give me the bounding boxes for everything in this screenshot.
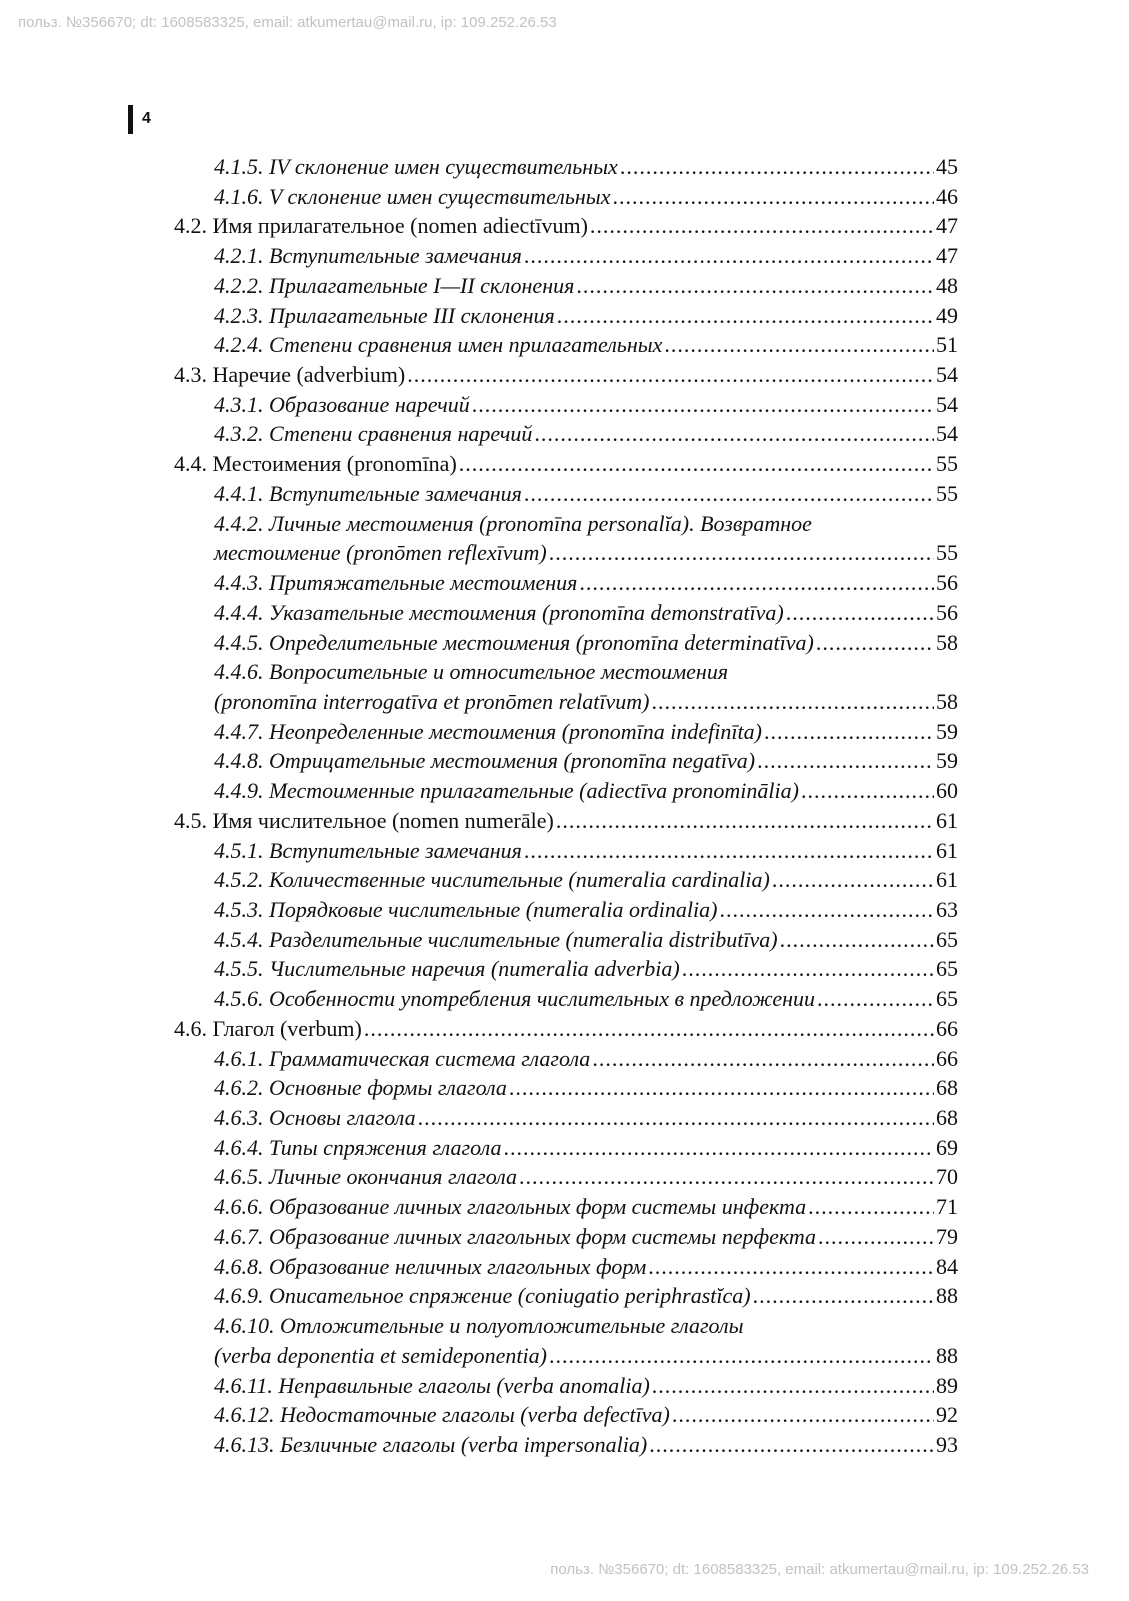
toc-dot-leader (801, 776, 934, 806)
toc-entry-title: 4.5.1. Вступительные замечания (214, 837, 522, 863)
toc-entry (214, 1192, 968, 1222)
toc-dot-leader (576, 271, 934, 301)
toc-dot-leader (549, 1341, 934, 1371)
toc-entry-page: 89 (936, 1372, 958, 1398)
toc-dot-leader (682, 954, 934, 984)
toc-dot-leader (364, 1014, 934, 1044)
toc-entry-title: 4.2.1. Вступительные замечания (214, 243, 522, 269)
toc-entry-page: 49 (936, 302, 958, 328)
toc-entry (214, 1103, 968, 1133)
toc-entry (214, 1281, 968, 1311)
toc-entry (174, 806, 968, 836)
toc-entry-page: 54 (936, 421, 958, 447)
toc-entry-title: 4.6.9. Описательное спряжение (coniugatio periphrastĭca) (214, 1283, 751, 1309)
toc-entry-page: 55 (936, 451, 958, 477)
toc-entry-title: 4.1.6. V склонение имен существительных (214, 183, 611, 209)
toc-entry (214, 776, 968, 806)
toc-entry (214, 538, 968, 568)
toc-entry-title: 4.4.7. Неопределенные местоимения (pronomīna indefinīta) (214, 718, 762, 744)
toc-entry (214, 598, 968, 628)
toc-entry (174, 360, 968, 390)
toc-entry-title: 4.6.12. Недостаточные глаголы (verba defectīva) (214, 1402, 670, 1428)
toc-entry-title: (verba deponentia et semideponentia) (214, 1342, 547, 1368)
toc-entry-title: 4.4. Местоимения (pronomīna) (174, 451, 457, 477)
toc-entry-page: 61 (936, 807, 958, 833)
toc-dot-leader (418, 1103, 934, 1133)
toc-entry-title: 4.2.2. Прилагательные I—II склонения (214, 272, 575, 298)
toc-entry-page: 61 (936, 837, 958, 863)
toc-entry-page: 58 (936, 688, 958, 714)
toc-entry-title: 4.2. Имя прилагательное (nomen adiectīvum) (174, 213, 588, 239)
toc-dot-leader (652, 1371, 934, 1401)
toc-entry (214, 152, 968, 182)
toc-entry-page: 66 (936, 1015, 958, 1041)
toc-entry (214, 925, 968, 955)
toc-entry-title: 4.3. Наречие (adverbium) (174, 362, 406, 388)
toc-entry-page: 46 (936, 183, 958, 209)
toc-entry-title: 4.6.11. Неправильные глаголы (verba anomalia) (214, 1372, 650, 1398)
toc-entry (214, 390, 968, 420)
toc-entry-page: 84 (936, 1253, 958, 1279)
toc-entry-page: 68 (936, 1105, 958, 1131)
toc-dot-leader (407, 360, 934, 390)
toc-entry (214, 687, 968, 717)
toc-entry (214, 836, 968, 866)
toc-entry-title: 4.1.5. IV склонение имен существительных (214, 154, 618, 179)
page-header (128, 104, 151, 134)
toc-entry (214, 1073, 968, 1103)
toc-entry-page: 54 (936, 362, 958, 388)
toc-entry-title: 4.4.9. Местоименные прилагательные (adiectīva pronominālia) (214, 778, 799, 804)
toc-entry-page: 66 (936, 1045, 958, 1071)
toc-entry-page: 65 (936, 986, 958, 1012)
toc-entry-title: 4.5. Имя числительное (nomen numerāle) (174, 807, 554, 833)
toc-entry (214, 954, 968, 984)
toc-dot-leader (549, 538, 934, 568)
toc-dot-leader (524, 241, 934, 271)
toc-entry-title: местоимение (pronōmen reflexīvum) (214, 540, 547, 566)
toc-entry-title: 4.6.2. Основные формы глагола (214, 1075, 507, 1101)
watermark-top: польз. №356670; dt: 1608583325, email: atkumertau@mail.ru, ip: 109.252.26.53 (18, 14, 557, 31)
toc-entry (214, 1252, 968, 1282)
toc-entry (214, 1400, 968, 1430)
toc-entry-page: 88 (936, 1342, 958, 1368)
toc-entry (174, 449, 968, 479)
toc-entry-title: 4.2.4. Степени сравнения имен прилагательных (214, 332, 663, 358)
toc-entry-title: 4.5.4. Разделительные числительные (numeralia distributīva) (214, 926, 778, 952)
toc-entry (214, 1341, 968, 1371)
toc-entry-title: 4.4.2. Личные местоимения (pronomīna personalĭa). Возвратное (214, 510, 812, 536)
toc-entry-page: 71 (936, 1194, 958, 1220)
toc-entry (214, 1222, 968, 1252)
toc-entry-title: 4.6.10. Отложительные и полуотложительные глаголы (214, 1313, 744, 1339)
toc-entry (214, 984, 968, 1014)
toc-entry-title: 4.3.2. Степени сравнения наречий (214, 421, 533, 447)
toc-entry-title: 4.6.1. Грамматическая система глагола (214, 1045, 591, 1071)
toc-entry-title: 4.6.8. Образование неличных глагольных форм (214, 1253, 647, 1279)
toc-entry (214, 1162, 968, 1192)
toc-entry (214, 1430, 968, 1460)
toc-dot-leader (772, 865, 934, 895)
toc-entry-page: 63 (936, 897, 958, 922)
page-number: 4 (142, 110, 151, 127)
toc-dot-leader (808, 1192, 934, 1222)
toc-entry-title: 4.6.7. Образование личных глагольных форм системы перфекта (214, 1223, 817, 1249)
toc-dot-leader (519, 1162, 934, 1192)
page-marker-bar (128, 105, 133, 134)
toc-dot-leader (757, 746, 934, 776)
toc-entry (214, 419, 968, 449)
toc-dot-leader (648, 1252, 934, 1282)
watermark-bottom: польз. №356670; dt: 1608583325, email: atkumertau@mail.ru, ip: 109.252.26.53 (550, 1561, 1089, 1578)
toc-dot-leader (664, 330, 934, 360)
toc-entry (214, 628, 968, 658)
toc-entry-title: 4.4.3. Притяжательные местоимения (214, 570, 578, 596)
toc-entry-page: 59 (936, 718, 958, 744)
toc-entry (214, 479, 968, 509)
toc-entry-page: 65 (936, 956, 958, 982)
toc-dot-leader (612, 182, 934, 212)
toc-dot-leader (764, 717, 934, 747)
toc-dot-leader (753, 1281, 934, 1311)
toc-entry-title: 4.6.4. Типы спряжения глагола (214, 1134, 502, 1160)
toc-entry (214, 1311, 968, 1341)
toc-entry (214, 746, 968, 776)
toc-dot-leader (719, 895, 934, 925)
toc-entry-page: 61 (936, 867, 958, 893)
toc-entry-title: 4.4.4. Указательные местоимения (pronomīna demonstratīva) (214, 599, 784, 625)
toc-entry-title: 4.3.1. Образование наречий (214, 391, 470, 417)
toc-entry-page: 93 (936, 1431, 958, 1457)
toc-entry-title: 4.6.13. Безличные глаголы (verba impersonalia) (214, 1431, 648, 1457)
toc-dot-leader (818, 1222, 934, 1252)
toc-entry-page: 70 (936, 1164, 958, 1190)
toc-entry-title: 4.5.2. Количественные числительные (numeralia cardinalia) (214, 867, 770, 893)
toc-dot-leader (509, 1073, 934, 1103)
toc-entry-page: 79 (936, 1223, 958, 1249)
toc-entry-title: 4.6. Глагол (verbum) (174, 1015, 362, 1041)
toc-entry-page: 55 (936, 480, 958, 506)
toc-entry (214, 509, 968, 539)
toc-dot-leader (503, 1133, 934, 1163)
toc-entry-title: 4.5.5. Числительные наречия (numeralia adverbia) (214, 956, 680, 982)
toc-entry-title: 4.4.1. Вступительные замечания (214, 480, 522, 506)
toc-dot-leader (780, 925, 934, 955)
toc-entry-page: 68 (936, 1075, 958, 1101)
toc-entry-page: 92 (936, 1402, 958, 1428)
toc-entry-title: (pronomīna interrogatīva et pronōmen relatīvum) (214, 688, 650, 714)
toc-dot-leader (592, 1044, 934, 1074)
toc-entry-title: 4.6.3. Основы глагола (214, 1105, 416, 1131)
toc-entry (214, 1044, 968, 1074)
toc-entry-page: 56 (936, 599, 958, 625)
toc-entry (214, 895, 968, 925)
toc-entry-page: 56 (936, 570, 958, 596)
toc-entry-title: 4.4.8. Отрицательные местоимения (pronomīna negatīva) (214, 748, 756, 774)
toc-entry (214, 568, 968, 598)
toc-entry-title: 4.6.6. Образование личных глагольных форм системы инфекта (214, 1194, 807, 1220)
toc-entry-page: 88 (936, 1283, 958, 1309)
toc-entry-title: 4.4.6. Вопросительные и относительное местоимения (214, 659, 729, 685)
toc-entry (214, 1371, 968, 1401)
toc-dot-leader (786, 598, 934, 628)
toc-entry (214, 241, 968, 271)
toc-entry (214, 271, 968, 301)
toc-dot-leader (651, 687, 934, 717)
toc-dot-leader (817, 984, 934, 1014)
toc-dot-leader (472, 390, 934, 420)
toc-entry (214, 330, 968, 360)
toc-dot-leader (524, 836, 934, 866)
toc-entry (214, 301, 968, 331)
toc-dot-leader (557, 301, 934, 331)
toc-dot-leader (556, 806, 934, 836)
toc-entry-page: 47 (936, 243, 958, 269)
toc-entry-page: 47 (936, 213, 958, 239)
toc-entry (214, 865, 968, 895)
toc-dot-leader (590, 211, 934, 241)
toc-entry-title: 4.5.6. Особенности употребления числительных в предложении (214, 986, 816, 1012)
toc-entry-page: 59 (936, 748, 958, 774)
toc-dot-leader (534, 419, 934, 449)
toc-dot-leader (620, 152, 934, 182)
toc-entry-page: 45 (936, 154, 958, 179)
toc-entry (214, 1133, 968, 1163)
toc-dot-leader (579, 568, 934, 598)
toc-dot-leader (524, 479, 934, 509)
toc-entry-page: 69 (936, 1134, 958, 1160)
toc-entry (174, 1014, 968, 1044)
toc-entry-page: 48 (936, 272, 958, 298)
toc-entry-title: 4.2.3. Прилагательные III склонения (214, 302, 555, 328)
toc-entry-title: 4.5.3. Порядковые числительные (numeralia ordinalia) (214, 897, 718, 922)
toc-entry-page: 65 (936, 926, 958, 952)
toc-entry (174, 211, 968, 241)
toc-dot-leader (672, 1400, 934, 1430)
toc-entry (214, 717, 968, 747)
toc-entry-page: 58 (936, 629, 958, 655)
toc-entry-title: 4.6.5. Личные окончания глагола (214, 1164, 518, 1190)
toc-entry (214, 182, 968, 212)
toc-entry-page: 51 (936, 332, 958, 358)
toc-entry-page: 60 (936, 778, 958, 804)
toc-entry-title: 4.4.5. Определительные местоимения (pronomīna determinatīva) (214, 629, 814, 655)
toc-entry-page: 55 (936, 540, 958, 566)
toc-dot-leader (459, 449, 934, 479)
toc-entry-page: 54 (936, 391, 958, 417)
toc-dot-leader (649, 1430, 934, 1460)
toc-entry (214, 657, 968, 687)
toc-dot-leader (816, 628, 934, 658)
